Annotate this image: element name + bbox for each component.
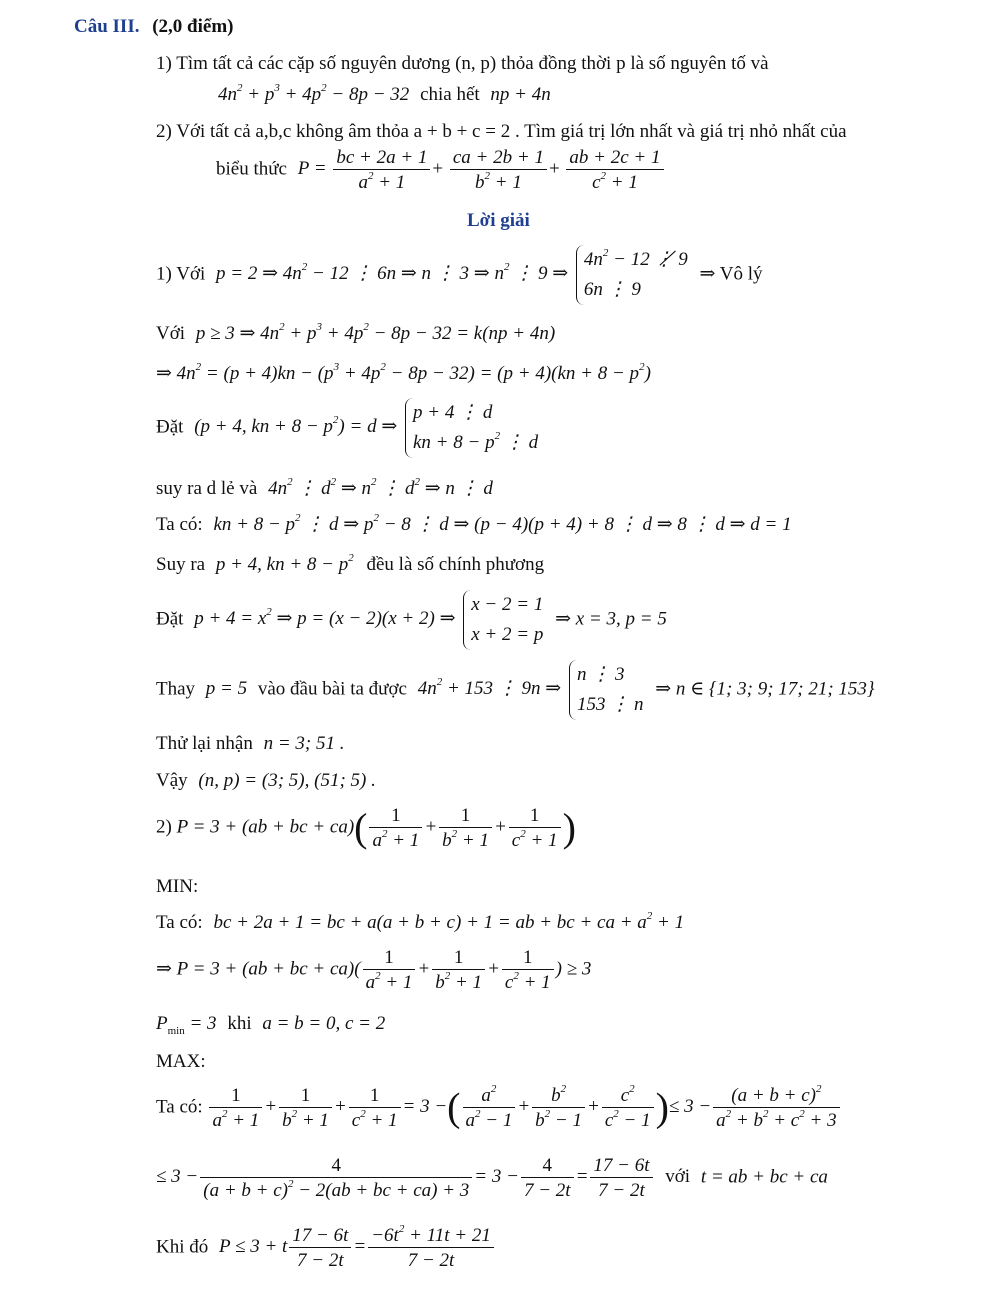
label-squares: đều là số chính phương [366,554,545,575]
solution-line-max2: ≤ 3 − $\frac{4}{(a + b + c)^2 - 2(ab + bc + ca) + 3}$ = 3 − $\frac{4}{7 - 2t}$ = $\frac{17 - 6t}{7 - 2t}$ với t = ab + bc + ca [156,1155,828,1201]
solution-line-max3: Khi đó P ≤ 3 + t $\frac{17 - 6t}{7 - 2t}$ = $\frac{-6t^2 + 11t + 21}{7 - 2t}$ [156,1226,496,1270]
label-odd: suy ra d lẻ và [156,478,258,499]
label-with-t: với [665,1166,691,1188]
label-substitute-text: vào đầu bài ta được [257,678,407,700]
contradiction-label: Vô lý [719,263,763,285]
solution-line-check: Thử lại nhận n = 3; 51 . [156,733,345,754]
solution-line-min1: Ta có: bc + 2a + 1 = bc + a(a + b + c) + 1 = ab + bc + ca + $a^2 + 1$ [156,910,685,933]
solution-line-d1: Ta có: kn + $8 - p^2$ ⋮ d ⇒ $p^2 - 8$ ⋮ d ⇒ (p − 4)(p + 4) + 8 ⋮ d ⇒ 8 ⋮ d ⇒ d = 1 [156,512,792,535]
min-label: MIN: [156,876,199,897]
solution-line-x: Đặt $p + 4 = x^2$ ⇒ p = (x − 2)(x + 2) ⇒ x − 2 = 1 x + 2 = p ⇒ x = 3, p = 5 [156,590,667,650]
solution-title: Lời giải [467,210,530,231]
label-we-have-3: Ta có: [156,1096,203,1118]
solution-line-pmin: $P_{min} = 3$ khi a = b = 0, c = 2 [156,1013,386,1037]
label-check: Thử lại nhận [156,733,253,754]
max-label: MAX: [156,1051,206,1072]
problem-1-text: 1) Tìm tất cả các cặp số nguyên dương (n, p) thỏa đồng thời p là số nguyên tố và [156,53,769,74]
divisible-label: chia hết [420,84,480,105]
solution-part2-expression: 2) P = 3 + (ab + bc + ca)( $\frac{1}{a^2 + 1}$ + $\frac{1}{b^2 + 1}$ + $\frac{1}{c^2 + 1}$ ) [156,805,576,851]
label-substitute: Thay [156,678,196,700]
solution-line-min2: ⇒ P = 3 + (ab + bc + ca)( $\frac{1}{a^2 + 1}$ + $\frac{1}{b^2 + 1}$ + $\frac{1}{c^2 + 1}$ ) ≥ 3 [156,947,592,993]
problem-1-expression: $4n^2 + p^3 + 4p^2 - 8p - 32$ chia hết np + 4n [218,82,551,105]
label-then: Khi đó [156,1236,209,1258]
solution-line-gcd: Đặt (p + 4, kn + $8 - p^2) = d$ ⇒ p + 4 ⋮ d kn + $8 - p^2$ ⋮ d [156,398,545,458]
solution-line-p2: 1) Với p = 2 ⇒ $4n^2 - 12$ ⋮ 6n ⇒ n ⋮ 3 ⇒ $n^2$ ⋮ 9 ⇒ $4n^2 - 12$ ⋮̸ 9 6n ⋮ 9 ⇒ Vô lý [156,245,763,305]
label-conclusion: Vậy [156,770,188,791]
problem-2-expression: biểu thức P = $\frac{bc + 2a + 1}{a^2 + 1}$ + $\frac{ca + 2b + 1}{b^2 + 1}$ + $\frac{ab + 2c + 1}{c^2 + 1}$ [216,148,666,192]
label-with: 1) Với [156,263,206,285]
question-heading [74,17,234,36]
solution-line-conclusion: Vậy (n, p) = (3; 5), (51; 5) . [156,770,376,791]
problem-2-text: 2) Với tất cả a,b,c không âm thỏa a + b + c = 2 . Tìm giá trị lớn nhất và giá trị nhỏ nhất của [156,121,847,142]
solution-line-max1: Ta có: $\frac{1}{a^2 + 1}$ + $\frac{1}{b^2 + 1}$ + $\frac{1}{c^2 + 1}$ = 3 −( $\frac{a^2}{a^2 - 1}$ + $\frac{b^2}{b^2 - 1}$ + $\frac{c^2}{c^2 - 1}$ )≤ 3 − $\frac{(a + b + c)^2}{a^2 + b^2 + c^2 + 3}$ [156,1086,842,1130]
solution-line-expand: ⇒ $4n^2 = (p + 4)kn - (p^3 + 4p^2 - 8p - 32) = (p + 4)(kn + 8 - p^2)$ [156,361,651,384]
label-set-2: Đặt [156,608,184,630]
solution-line-p3: Với p ≥ 3 ⇒ $4n^2 + p^3 + 4p^2 - 8p - 32 = k(np + 4n)$ [156,321,556,344]
label-when: khi [227,1013,252,1034]
label-set: Đặt [156,416,184,438]
expression-label: biểu thức [216,158,287,180]
label-we-have: Ta có: [156,514,203,535]
question-points: (2,0 điểm) [152,16,234,37]
label-imply: Suy ra [156,554,206,575]
question-title: Câu III. [74,16,140,37]
label-with-2: Với [156,323,186,344]
label-we-have-2: Ta có: [156,912,203,933]
solution-line-sub: Thay p = 5 vào đầu bài ta được $4n^2 + 153$ ⋮ 9n ⇒ n ⋮ 3 153 ⋮ n ⇒ n ∈ {1; 3; 9; 17; 21; 153} [156,660,875,720]
solution-line-squares: Suy ra p + 4, kn + $8 - p^2$ đều là số chính phương [156,552,545,575]
solution-line-odd: suy ra d lẻ và $4n^2$ ⋮ $d^2$ ⇒ $n^2$ ⋮ $d^2$ ⇒ n ⋮ d [156,476,493,499]
